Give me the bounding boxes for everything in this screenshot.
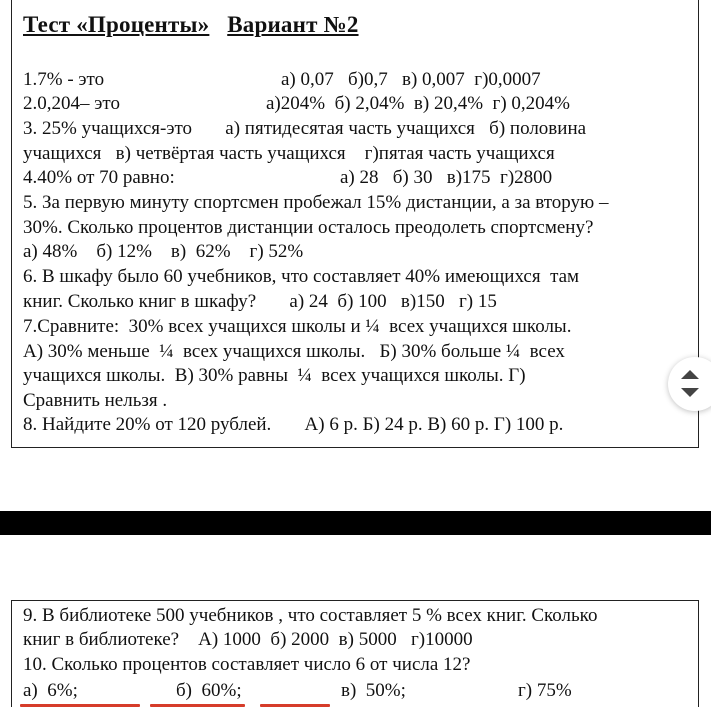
question-10-answer-a: а) 6%;: [23, 680, 78, 701]
question-7-line-1: 7.Сравните: 30% всех учащихся школы и ¼ всех учащихся школы.: [23, 316, 572, 337]
question-5-line-1: 5. За первую минуту спортсмен пробежал 15% дистанции, а за вторую –: [23, 192, 609, 213]
question-6-line-2: книг. Сколько книг в шкафу? а) 24 б) 100 в)150 г) 15: [23, 291, 497, 312]
question-3-line-1: 3. 25% учащихся-это а) пятидесятая часть учащихся б) половина: [23, 118, 587, 139]
question-9-line-2: книг в библиотеке? А) 1000 б) 2000 в) 5000 г)10000: [23, 629, 473, 650]
question-10-answer-b: б) 60%;: [176, 680, 242, 701]
question-5-answers: а) 48% б) 12% в) 62% г) 52%: [23, 241, 304, 262]
frame-bottom: [11, 447, 699, 448]
question-5-line-2: 30%. Сколько процентов дистанции осталось преодолеть спортсмену?: [23, 217, 594, 238]
question-7-line-2: А) 30% меньше ¼ всех учащихся школы. Б) 30% больше ¼ всех: [23, 341, 565, 362]
question-2-answers: а)204% б) 2,04% в) 20,4% г) 0,204%: [266, 93, 570, 114]
question-1: 1.7% - это: [23, 69, 105, 90]
question-1-answers: а) 0,07 б)0,7 в) 0,007 г)0,0007: [281, 69, 541, 90]
question-10-answer-d: г) 75%: [518, 680, 572, 701]
scroll-up-down-icon[interactable]: [668, 357, 711, 411]
question-4: 4.40% от 70 равно:: [23, 167, 175, 188]
question-4-answers: а) 28 б) 30 в)175 г)2800: [340, 167, 553, 188]
variant-text: Вариант №2: [227, 12, 359, 37]
question-10-answer-c: в) 50%;: [341, 680, 406, 701]
chevron-up-icon[interactable]: [681, 370, 699, 379]
title-text: Тест «Проценты»: [23, 12, 210, 37]
page-separator-bar: [0, 511, 711, 535]
question-8: 8. Найдите 20% от 120 рублей. А) 6 р. Б) 24 р. В) 60 р. Г) 100 р.: [23, 414, 564, 435]
frame-left: [11, 0, 12, 448]
test-title: [23, 12, 359, 38]
question-6-line-1: 6. В шкафу было 60 учебников, что составляет 40% имеющихся там: [23, 266, 580, 287]
question-2: 2.0,204– это: [23, 93, 120, 114]
frame2-right: [698, 600, 699, 707]
frame2-top: [11, 600, 699, 601]
question-7-line-4: Сравнить нельзя .: [23, 390, 168, 411]
question-10-line-1: 10. Сколько процентов составляет число 6 от числа 12?: [23, 654, 471, 675]
question-3-line-2: учащихся в) четвёртая часть учащихся г)пятая часть учащихся: [23, 143, 555, 164]
frame2-left: [11, 600, 12, 707]
chevron-down-icon[interactable]: [681, 388, 699, 397]
question-7-line-3: учащихся школы. В) 30% равны ¼ всех учащихся школы. Г): [23, 365, 526, 386]
question-9-line-1: 9. В библиотеке 500 учебников , что составляет 5 % всех книг. Сколько: [23, 605, 598, 626]
